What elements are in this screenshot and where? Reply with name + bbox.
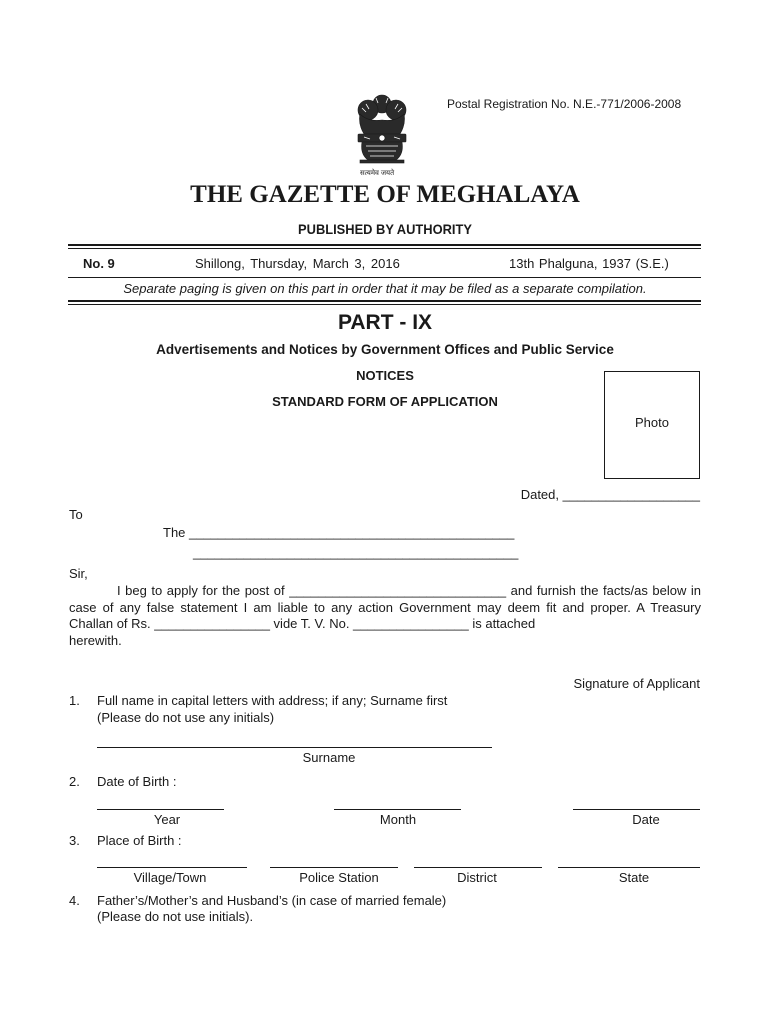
village-caption: Village/Town	[133, 870, 207, 885]
item-4-label: Father’s/Mother’s and Husband’s (in case of married female)	[97, 893, 447, 908]
district-blank	[414, 867, 542, 868]
photo-label: Photo	[635, 415, 669, 430]
middle-rule	[68, 277, 701, 278]
gazette-title: THE GAZETTE OF MEGHALAYA	[190, 181, 580, 208]
form-title: STANDARD FORM OF APPLICATION	[272, 394, 498, 409]
top-double-rule-thin	[68, 248, 701, 249]
item-1-sublabel: (Please do not use any initials)	[97, 710, 275, 725]
emblem-motto: सत्यमेव जयते	[360, 170, 395, 177]
application-paragraph	[69, 583, 701, 649]
bottom-double-rule-thin	[68, 304, 701, 305]
surname-blank	[97, 747, 492, 748]
to-label: To	[69, 507, 83, 522]
item-2-label: Date of Birth :	[97, 774, 177, 789]
item-3-number: 3.	[69, 833, 80, 848]
part-heading: PART - IX	[337, 311, 433, 334]
police-station-blank	[270, 867, 398, 868]
state-caption: State	[618, 870, 650, 885]
item-3-label: Place of Birth :	[97, 833, 182, 848]
issue-number: No. 9	[83, 256, 115, 271]
salutation: Sir,	[69, 566, 88, 581]
published-by: PUBLISHED BY AUTHORITY	[298, 221, 472, 237]
item-4-sublabel: (Please do not use initials).	[97, 909, 254, 924]
notices-heading: NOTICES	[356, 368, 414, 383]
year-blank	[97, 809, 224, 810]
section-heading: Advertisements and Notices by Government Offices and Public Service	[156, 342, 614, 357]
police-station-caption: Police Station	[299, 870, 379, 885]
year-caption: Year	[153, 812, 181, 827]
item-4-number: 4.	[69, 893, 80, 908]
bottom-double-rule	[68, 300, 701, 302]
paragraph-end: herewith.	[69, 632, 122, 648]
item-2-number: 2.	[69, 774, 80, 789]
issue-place-date: Shillong, Thursday, March 3, 2016	[195, 256, 400, 271]
item-1-label: Full name in capital letters with address; if any; Surname first	[97, 693, 448, 708]
dated-field: Dated, ___________________	[520, 487, 700, 502]
month-blank	[334, 809, 461, 810]
paragraph-body: I beg to apply for the post of ______________________________ and furnish the facts/as below in case of any false statement I am liable to any action Government may deem fit and proper. A Treasury Challan of Rs. ________________ vide T. V. No. ________________ is attached	[69, 583, 701, 631]
addressee-line-1: The _____________________________________________	[163, 525, 515, 540]
surname-caption: Surname	[302, 750, 356, 765]
state-blank	[558, 867, 700, 868]
date-blank	[573, 809, 700, 810]
item-1-number: 1.	[69, 693, 80, 708]
month-caption: Month	[379, 812, 417, 827]
district-caption: District	[457, 870, 497, 885]
separate-paging-note: Separate paging is given on this part in order that it may be filed as a separate compilation.	[123, 281, 647, 296]
addressee-line-2: _____________________________________________	[193, 545, 519, 560]
date-caption: Date	[632, 812, 660, 827]
issue-saka-date: 13th Phalguna, 1937 (S.E.)	[509, 256, 669, 271]
photo-box	[604, 371, 700, 479]
village-blank	[97, 867, 247, 868]
top-double-rule	[68, 244, 701, 246]
postal-registration: Postal Registration No. N.E.-771/2006-2008	[447, 97, 682, 111]
signature-label: Signature of Applicant	[573, 676, 700, 691]
